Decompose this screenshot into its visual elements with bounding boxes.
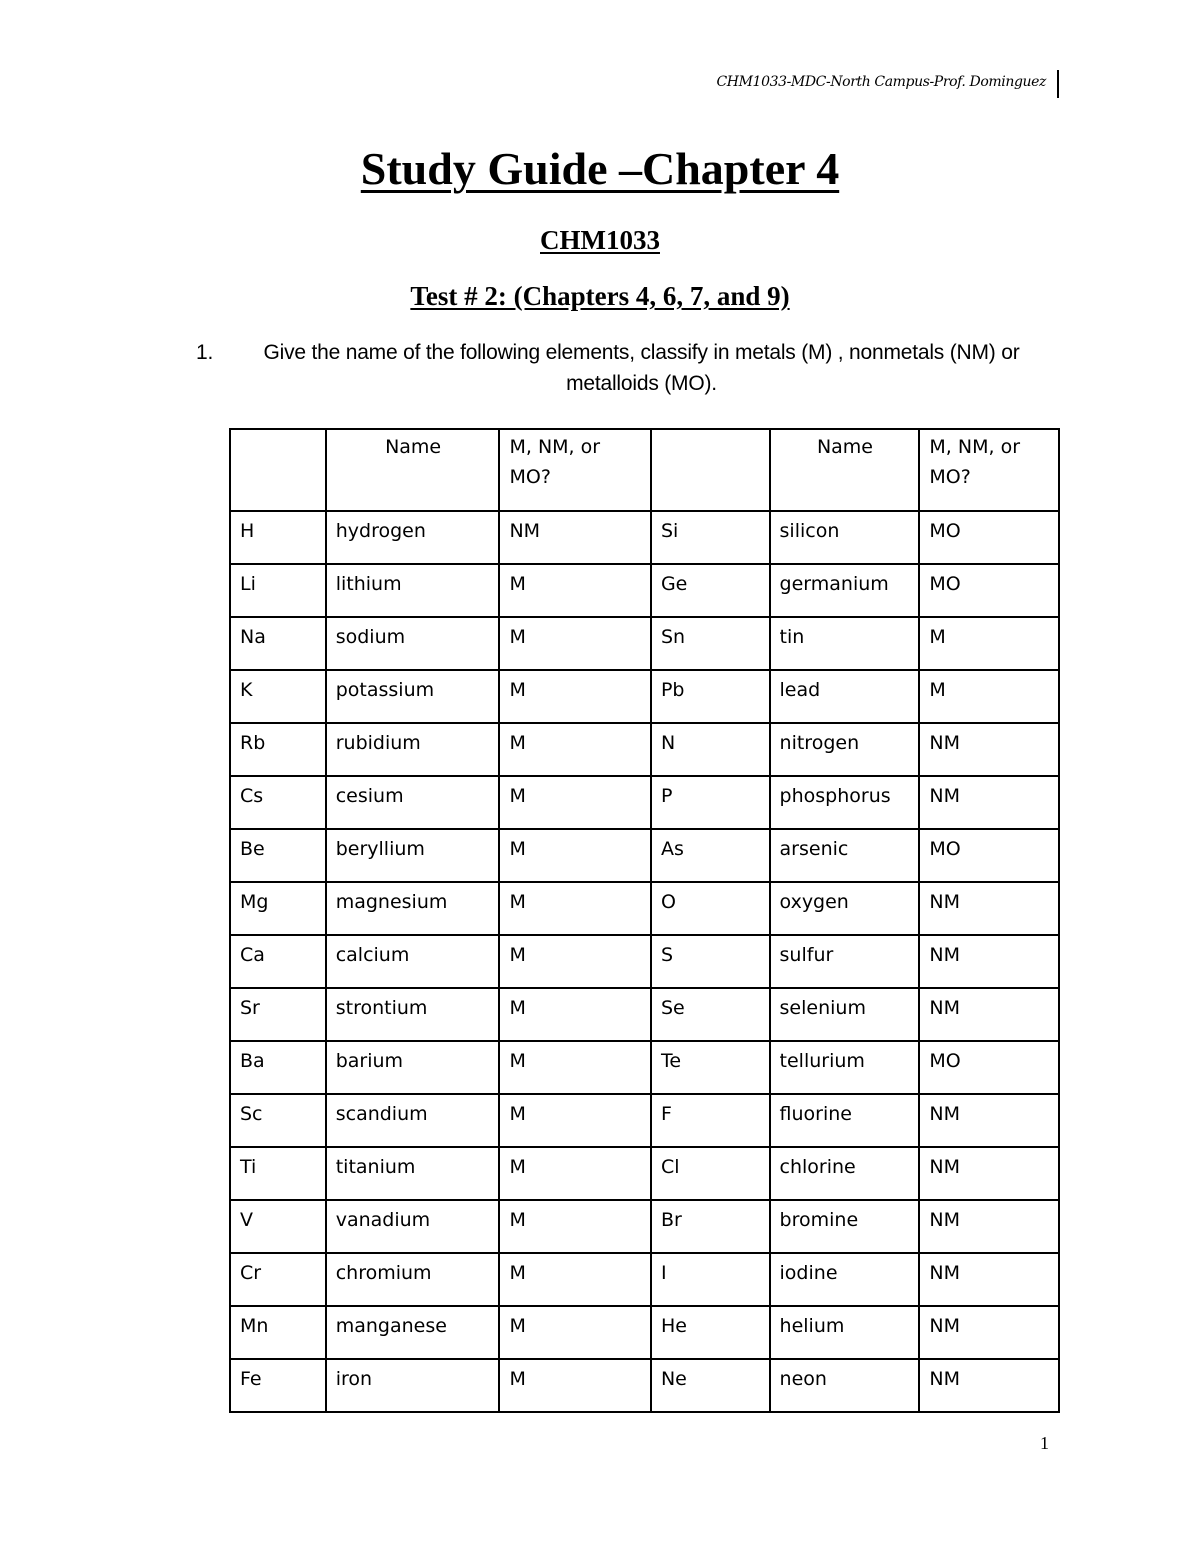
table-row [230, 829, 1059, 882]
table-row [230, 1253, 1059, 1306]
elements-table [229, 428, 1060, 1413]
element-class-cell: MO [919, 829, 1059, 882]
element-class-cell: M [499, 882, 650, 935]
element-name-cell: iodine [770, 1253, 920, 1306]
element-name-cell: tin [770, 617, 920, 670]
element-name-cell: manganese [326, 1306, 500, 1359]
question-text: Give the name of the following elements, classify in metals (M) , nonmetals (NM) or metalloids (MO). [263, 341, 1020, 395]
question-number: 1. [196, 341, 214, 364]
element-name-cell: chlorine [770, 1147, 920, 1200]
header-cell: Name [770, 429, 920, 511]
element-name-cell: potassium [326, 670, 500, 723]
header-cell: Name [326, 429, 500, 511]
element-class-cell: NM [919, 882, 1059, 935]
element-class-cell: NM [919, 1359, 1059, 1412]
element-class-cell: NM [919, 723, 1059, 776]
element-symbol-cell: Br [651, 1200, 770, 1253]
element-symbol-cell: Se [651, 988, 770, 1041]
element-name-cell: hydrogen [326, 511, 500, 564]
element-symbol-cell: Li [230, 564, 326, 617]
element-symbol-cell: Ti [230, 1147, 326, 1200]
element-symbol-cell: P [651, 776, 770, 829]
header-cell [230, 429, 326, 511]
element-class-cell: MO [919, 511, 1059, 564]
element-name-cell: sodium [326, 617, 500, 670]
element-symbol-cell: N [651, 723, 770, 776]
element-class-cell: NM [499, 511, 650, 564]
element-symbol-cell: Ge [651, 564, 770, 617]
element-class-cell: M [499, 670, 650, 723]
element-symbol-cell: Na [230, 617, 326, 670]
element-class-cell: M [499, 564, 650, 617]
element-name-cell: selenium [770, 988, 920, 1041]
element-name-cell: barium [326, 1041, 500, 1094]
table-row [230, 617, 1059, 670]
table-row [230, 1306, 1059, 1359]
table-row [230, 1359, 1059, 1412]
element-name-cell: sulfur [770, 935, 920, 988]
header-cell: M, NM, or MO? [499, 429, 650, 511]
element-name-cell: chromium [326, 1253, 500, 1306]
element-class-cell: MO [919, 1041, 1059, 1094]
element-symbol-cell: V [230, 1200, 326, 1253]
element-symbol-cell: H [230, 511, 326, 564]
element-symbol-cell: Cl [651, 1147, 770, 1200]
element-symbol-cell: K [230, 670, 326, 723]
element-class-cell: MO [919, 564, 1059, 617]
element-class-cell: NM [919, 1253, 1059, 1306]
table-row [230, 1200, 1059, 1253]
element-name-cell: lead [770, 670, 920, 723]
element-name-cell: scandium [326, 1094, 500, 1147]
header-cell [651, 429, 770, 511]
table-row [230, 723, 1059, 776]
element-symbol-cell: Pb [651, 670, 770, 723]
element-name-cell: phosphorus [770, 776, 920, 829]
element-symbol-cell: Te [651, 1041, 770, 1094]
element-name-cell: bromine [770, 1200, 920, 1253]
table-row [230, 564, 1059, 617]
element-symbol-cell: O [651, 882, 770, 935]
element-symbol-cell: Rb [230, 723, 326, 776]
element-name-cell: rubidium [326, 723, 500, 776]
element-class-cell: NM [919, 1306, 1059, 1359]
element-class-cell: M [499, 776, 650, 829]
element-name-cell: cesium [326, 776, 500, 829]
element-symbol-cell: Be [230, 829, 326, 882]
element-symbol-cell: S [651, 935, 770, 988]
element-name-cell: oxygen [770, 882, 920, 935]
element-symbol-cell: As [651, 829, 770, 882]
element-class-cell: M [499, 1041, 650, 1094]
element-symbol-cell: Mg [230, 882, 326, 935]
element-class-cell: M [499, 1306, 650, 1359]
element-name-cell: beryllium [326, 829, 500, 882]
element-name-cell: vanadium [326, 1200, 500, 1253]
element-class-cell: M [919, 670, 1059, 723]
element-symbol-cell: Sn [651, 617, 770, 670]
header-note: CHM1033-MDC-North Campus-Prof. Dominguez [716, 74, 1046, 90]
element-name-cell: neon [770, 1359, 920, 1412]
element-symbol-cell: Cr [230, 1253, 326, 1306]
element-class-cell: NM [919, 988, 1059, 1041]
element-symbol-cell: Mn [230, 1306, 326, 1359]
element-class-cell: M [499, 617, 650, 670]
element-name-cell: fluorine [770, 1094, 920, 1147]
table-row [230, 935, 1059, 988]
table-row [230, 776, 1059, 829]
element-name-cell: magnesium [326, 882, 500, 935]
elements-table-body [230, 429, 1059, 1412]
page-title: Study Guide –Chapter 4 [360, 143, 840, 194]
element-symbol-cell: Cs [230, 776, 326, 829]
element-symbol-cell: Ba [230, 1041, 326, 1094]
element-class-cell: M [499, 1253, 650, 1306]
element-class-cell: M [499, 829, 650, 882]
element-symbol-cell: Sr [230, 988, 326, 1041]
table-header-row [230, 429, 1059, 511]
table-row [230, 882, 1059, 935]
element-class-cell: M [499, 1094, 650, 1147]
element-name-cell: iron [326, 1359, 500, 1412]
element-class-cell: NM [919, 1200, 1059, 1253]
header-cell: M, NM, or MO? [919, 429, 1059, 511]
table-row [230, 670, 1059, 723]
test-heading: Test # 2: (Chapters 4, 6, 7, and 9) [410, 281, 790, 311]
element-name-cell: titanium [326, 1147, 500, 1200]
element-symbol-cell: Fe [230, 1359, 326, 1412]
table-row [230, 1147, 1059, 1200]
element-name-cell: arsenic [770, 829, 920, 882]
element-symbol-cell: Sc [230, 1094, 326, 1147]
table-row [230, 511, 1059, 564]
element-name-cell: tellurium [770, 1041, 920, 1094]
element-symbol-cell: Ne [651, 1359, 770, 1412]
element-symbol-cell: I [651, 1253, 770, 1306]
element-symbol-cell: Si [651, 511, 770, 564]
element-symbol-cell: He [651, 1306, 770, 1359]
table-row [230, 988, 1059, 1041]
element-class-cell: M [499, 988, 650, 1041]
table-row [230, 1094, 1059, 1147]
element-name-cell: silicon [770, 511, 920, 564]
element-class-cell: M [499, 1200, 650, 1253]
page-number: 1 [1040, 1433, 1049, 1453]
header-divider [1057, 70, 1059, 98]
element-name-cell: strontium [326, 988, 500, 1041]
element-name-cell: helium [770, 1306, 920, 1359]
element-class-cell: M [499, 1359, 650, 1412]
element-class-cell: NM [919, 1147, 1059, 1200]
element-class-cell: M [499, 935, 650, 988]
element-class-cell: M [499, 723, 650, 776]
element-class-cell: NM [919, 1094, 1059, 1147]
element-name-cell: lithium [326, 564, 500, 617]
element-name-cell: calcium [326, 935, 500, 988]
element-class-cell: NM [919, 935, 1059, 988]
course-code: CHM1033 [540, 225, 660, 255]
element-name-cell: germanium [770, 564, 920, 617]
element-symbol-cell: Ca [230, 935, 326, 988]
element-class-cell: NM [919, 776, 1059, 829]
element-class-cell: M [499, 1147, 650, 1200]
element-name-cell: nitrogen [770, 723, 920, 776]
element-class-cell: M [919, 617, 1059, 670]
element-symbol-cell: F [651, 1094, 770, 1147]
table-row [230, 1041, 1059, 1094]
